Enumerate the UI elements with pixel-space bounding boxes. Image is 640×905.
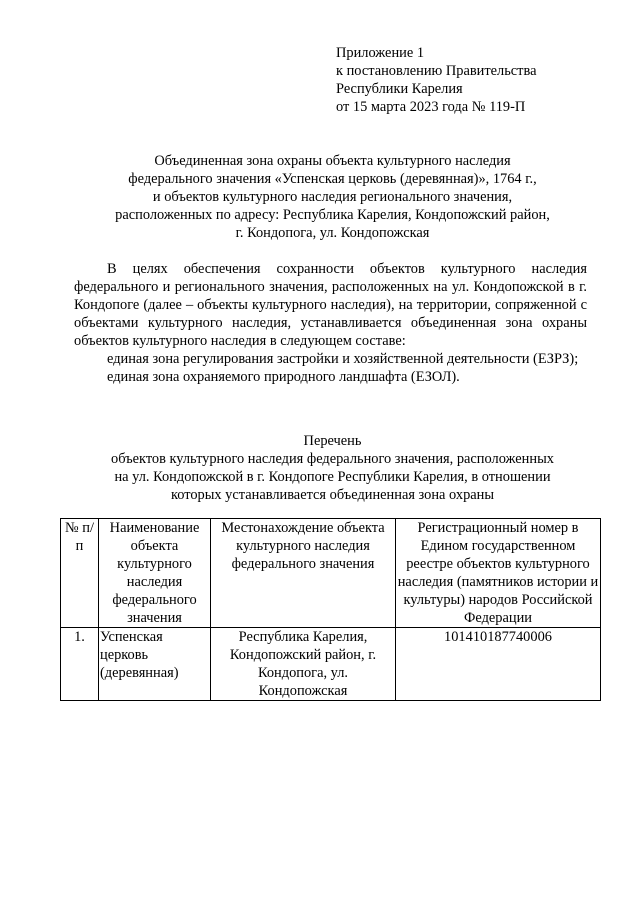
table-row [61, 628, 601, 701]
list-heading-line: объектов культурного наследия федерального значения, расположенных [111, 451, 554, 467]
paragraph: единая зона регулирования застройки и хозяйственной деятельности (ЕЗРЗ); [107, 351, 579, 367]
document-title [60, 152, 605, 242]
title-line: расположенных по адресу: Республика Карелия, Кондопожский район, [115, 207, 550, 223]
list-heading-line: на ул. Кондопожской в г. Кондопоге Республики Карелия, в отношении [114, 469, 551, 485]
title-line: и объектов культурного наследия регионального значения, [152, 189, 513, 205]
table-header-row [61, 519, 601, 628]
header-name: Наименование объекта культурного наследия федерального значения [99, 519, 211, 628]
heritage-table [60, 518, 601, 701]
title-line: федерального значения «Успенская церковь (деревянная)», 1764 г., [128, 171, 537, 187]
paragraph: В целях обеспечения сохранности объектов культурного наследия федерального и регионального значения, расположенных на ул. Кондопожской в г. Кондопоге (далее – объекты культурного наследия), на территории, сопряженной с объектами культурного наследия, устанавливается объединенная зона охраны объектов культурного наследия в следующем составе: [74, 261, 587, 349]
cell-num: 1. [61, 628, 99, 701]
title-line: г. Кондопога, ул. Кондопожская [235, 225, 430, 241]
header-location: Местонахождение объекта культурного наследия федерального значения [211, 519, 396, 628]
title-line: Объединенная зона охраны объекта культурного наследия [154, 153, 511, 169]
appendix-line: от 15 марта 2023 года № 119-П [336, 99, 526, 115]
cell-reg-number: 101410187740006 [396, 628, 601, 701]
list-heading [60, 432, 605, 504]
appendix-line: Республики Карелия [336, 81, 463, 97]
body-text [74, 260, 587, 386]
header-reg-number: Регистрационный номер в Едином государственном реестре объектов культурного наследия (памятников истории и культуры) народов Российской Федерации [396, 519, 601, 628]
cell-name: Успенская церковь (деревянная) [99, 628, 211, 701]
cell-location: Республика Карелия, Кондопожский район, г. Кондопога, ул. Кондопожская [211, 628, 396, 701]
list-heading-line: Перечень [303, 433, 362, 449]
header-num: № п/п [61, 519, 99, 628]
paragraph: единая зона охраняемого природного ландшафта (ЕЗОЛ). [107, 369, 460, 385]
appendix-line: к постановлению Правительства [336, 63, 537, 79]
appendix-block [336, 44, 626, 116]
list-heading-line: которых устанавливается объединенная зона охраны [170, 487, 495, 503]
appendix-line: Приложение 1 [336, 45, 425, 61]
